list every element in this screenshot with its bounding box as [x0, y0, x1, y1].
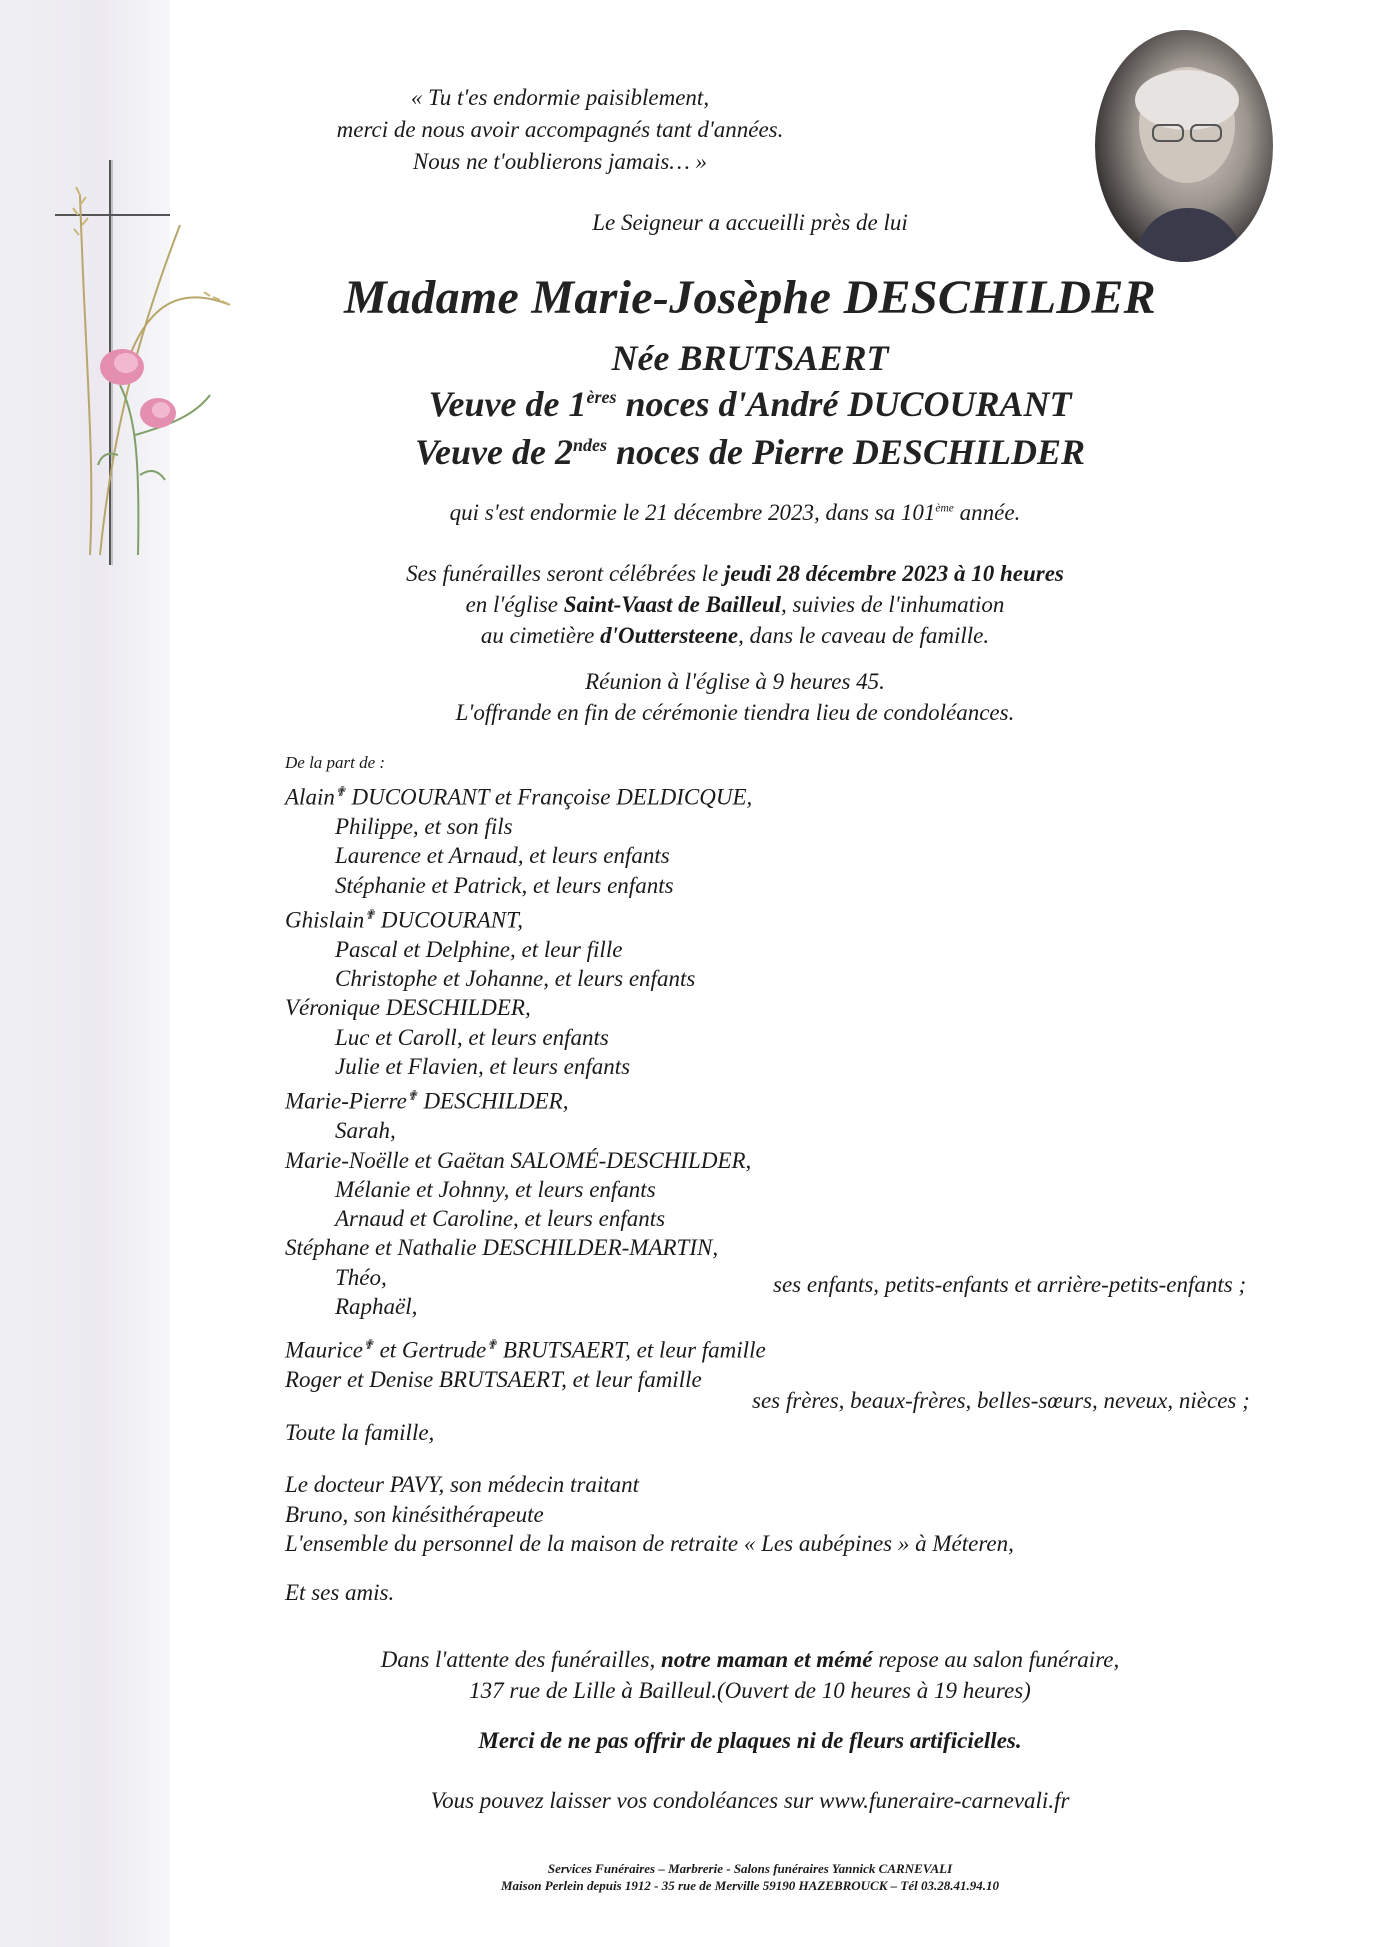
deceased-cross-icon: ✟	[364, 906, 376, 922]
repose-bold: notre maman et mémé	[660, 1647, 873, 1672]
list-item: Arnaud et Caroline, et leurs enfants	[335, 1206, 666, 1232]
reunion-line-1: Réunion à l'église à 9 heures 45.	[585, 669, 885, 694]
funeral-line-3	[300, 620, 1170, 651]
funeral-date: jeudi 28 décembre 2023 à 10 heures	[724, 561, 1064, 586]
funeral-line-2	[300, 589, 1170, 620]
funeral-l3-pre: au cimetière	[480, 623, 601, 648]
family-alain	[285, 777, 752, 812]
siblings-roger: Roger et Denise BRUTSAERT, et leur famille	[285, 1366, 702, 1392]
repose-post: repose au salon funéraire,	[872, 1647, 1120, 1672]
reunion-line-2: L'offrande en fin de cérémonie tiendra lieu de condoléances.	[455, 700, 1015, 725]
family-list	[285, 748, 752, 1321]
reunion-block	[300, 666, 1170, 728]
footer-line-1: Services Funéraires – Marbrerie - Salons funéraires Yannick CARNEVALI	[547, 1861, 953, 1876]
list-item: Bruno, son kinésithérapeute	[285, 1501, 544, 1527]
deceased-name: Madame Marie-Josèphe DESCHILDER	[343, 271, 1156, 324]
family-ghislain	[285, 900, 752, 935]
siblings-maurice	[285, 1330, 766, 1365]
portrait-photo	[1095, 30, 1273, 262]
list-item: Pascal et Delphine, et leur fille	[335, 936, 623, 962]
et-ses-amis: Et ses amis.	[285, 1580, 395, 1605]
no-plaques-note: Merci de ne pas offrir de plaques ni de fleurs artificielles.	[478, 1728, 1022, 1753]
died-pre: qui s'est endormie le 21 décembre 2023, dans sa 101	[449, 500, 936, 525]
veuve2-post: noces de Pierre DESCHILDER	[606, 432, 1085, 472]
veuve2-pre: Veuve de 2	[415, 432, 573, 472]
family-marie-noelle: Marie-Noëlle et Gaëtan SALOMÉ-DESCHILDER,	[285, 1147, 752, 1173]
maurice-name: Maurice	[285, 1337, 363, 1363]
funeral-church: Saint-Vaast de Bailleul	[563, 592, 782, 617]
quote-line-2: merci de nous avoir accompagnés tant d'années.	[336, 117, 784, 142]
quote-line-3: Nous ne t'oublierons jamais… »	[412, 149, 708, 174]
funeral-l2-pre: en l'église	[465, 592, 564, 617]
funeral-details	[300, 558, 1170, 651]
list-item: Luc et Caroll, et leurs enfants	[335, 1024, 609, 1050]
funeral-l1-pre: Ses funérailles seront célébrées le	[406, 561, 724, 586]
repose-block	[300, 1644, 1200, 1706]
mp-name: Marie-Pierre	[285, 1088, 407, 1114]
lord-line: Le Seigneur a accueilli près de lui	[592, 210, 908, 235]
gertrude-name: et Gertrude	[373, 1337, 487, 1363]
repose-line-1	[300, 1644, 1200, 1675]
list-item: Philippe, et son fils	[335, 813, 513, 839]
list-item: Théo,	[335, 1264, 387, 1290]
deceased-cross-icon: ✟	[334, 784, 346, 799]
portrait-icon	[1095, 30, 1273, 262]
de-la-part-label: De la part de :	[285, 753, 386, 772]
quote-line-1: « Tu t'es endormie paisiblement,	[410, 85, 710, 110]
repose-line-2: 137 rue de Lille à Bailleul.(Ouvert de 10 heures à 19 heures)	[469, 1678, 1031, 1703]
list-item: Raphaël,	[335, 1294, 418, 1320]
opening-quote	[300, 82, 820, 178]
funeral-cemetery: d'Outtersteene	[600, 623, 739, 648]
list-item: Laurence et Arnaud, et leurs enfants	[335, 843, 670, 869]
family-veronique: Véronique DESCHILDER,	[285, 995, 531, 1021]
footer	[300, 1860, 1200, 1894]
list-item: Julie et Flavien, et leurs enfants	[335, 1053, 631, 1079]
veuve1-sup: ères	[586, 387, 617, 407]
alain-name: Alain	[285, 784, 335, 810]
died-sup: ème	[935, 502, 954, 515]
first-marriage	[200, 383, 1300, 425]
funeral-l2-post: , suivies de l'inhumation	[781, 592, 1005, 617]
died-post: année.	[953, 500, 1021, 525]
deceased-cross-icon: ✟	[486, 1337, 498, 1352]
family-stephane: Stéphane et Nathalie DESCHILDER-MARTIN,	[285, 1235, 719, 1261]
repose-pre: Dans l'attente des funérailles,	[380, 1647, 661, 1672]
list-item: Mélanie et Johnny, et leurs enfants	[335, 1176, 656, 1202]
funeral-l3-post: , dans le caveau de famille.	[738, 623, 990, 648]
family-marie-pierre	[285, 1081, 752, 1116]
maiden-name: Née BRUTSAERT	[611, 338, 889, 378]
funeral-line-1	[300, 558, 1170, 589]
siblings-list	[285, 1330, 766, 1394]
ghislain-rest: DUCOURANT,	[375, 907, 523, 933]
footer-line-2: Maison Perlein depuis 1912 - 35 rue de Merville 59190 HAZEBROUCK – Tél 03.28.41.94.10	[501, 1878, 999, 1893]
alain-rest: DUCOURANT et Françoise DELDICQUE,	[345, 784, 753, 810]
others-list	[285, 1470, 1014, 1559]
list-item: Sarah,	[335, 1118, 396, 1144]
veuve1-pre: Veuve de 1	[428, 384, 587, 424]
ghislain-name: Ghislain	[285, 907, 365, 933]
death-date	[300, 500, 1170, 526]
condolences-line: Vous pouvez laisser vos condoléances sur www.funeraire-carnevali.fr	[430, 1788, 1070, 1813]
veuve2-sup: ndes	[572, 435, 607, 455]
mp-rest: DESCHILDER,	[417, 1088, 569, 1114]
veuve1-post: noces d'André DUCOURANT	[616, 384, 1072, 424]
list-item: Le docteur PAVY, son médecin traitant	[285, 1472, 640, 1497]
deceased-cross-icon: ✟	[406, 1088, 418, 1104]
list-item: Christophe et Johanne, et leurs enfants	[335, 966, 696, 992]
list-item: Stéphanie et Patrick, et leurs enfants	[335, 872, 674, 898]
second-marriage	[200, 431, 1300, 473]
toute-la-famille: Toute la famille,	[285, 1420, 435, 1445]
deceased-cross-icon: ✟	[362, 1337, 374, 1352]
list-item: L'ensemble du personnel de la maison de retraite « Les aubépines » à Méteren,	[285, 1531, 1014, 1556]
children-relation: ses enfants, petits-enfants et arrière-petits-enfants ;	[773, 1272, 1247, 1297]
maurice-rest: BRUTSAERT, et leur famille	[497, 1337, 766, 1363]
siblings-relation: ses frères, beaux-frères, belles-sœurs, neveux, nièces ;	[752, 1388, 1250, 1413]
